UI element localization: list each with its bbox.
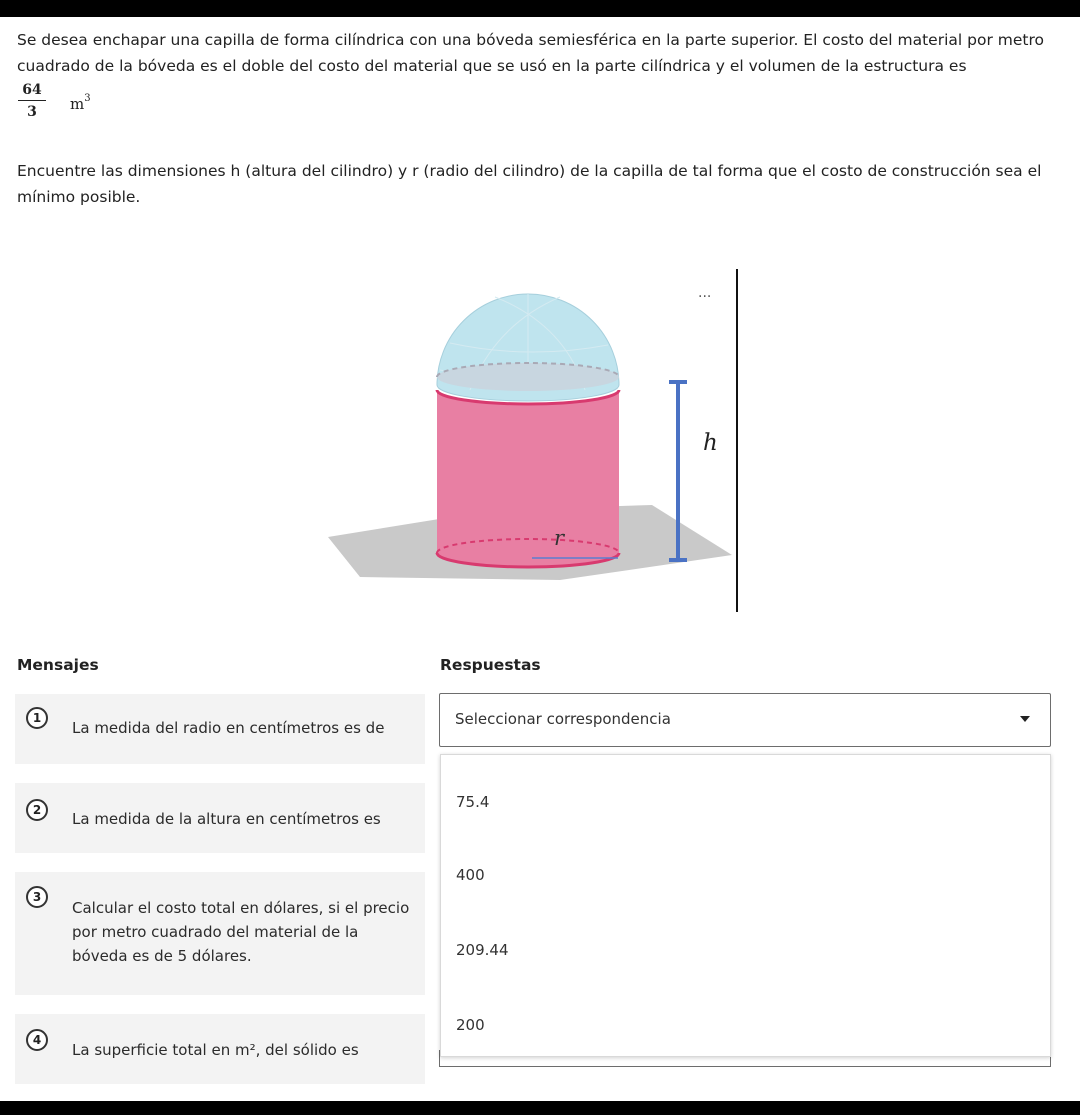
volume-unit (70, 95, 91, 113)
answers-title: Respuestas (440, 656, 541, 674)
number-badge: 1 (26, 707, 48, 729)
cylinder-body (437, 390, 619, 567)
volume-denominator: 3 (27, 104, 37, 120)
option-label: 400 (456, 866, 485, 884)
option-label: 200 (456, 1016, 485, 1034)
unit-exponent: 3 (84, 93, 91, 104)
message-text: Calcular el costo total en dólares, si el precio por metro cuadrado del material de la bóveda es de 5 dólares. (72, 899, 410, 965)
top-bar (0, 0, 1080, 17)
height-label: h (703, 430, 718, 456)
volume-fraction (18, 82, 46, 120)
select-placeholder: Seleccionar correspondencia (455, 710, 671, 728)
chevron-down-icon[interactable] (1020, 716, 1030, 722)
chapel-diagram (320, 265, 750, 615)
chapel-figure (320, 265, 750, 615)
unit-base: m (70, 95, 85, 113)
answer-select[interactable] (439, 693, 1051, 747)
message-card (15, 872, 425, 995)
option-label: 209.44 (456, 941, 509, 959)
message-card (15, 783, 425, 853)
bottom-bar (0, 1101, 1080, 1115)
options-dropdown (440, 754, 1051, 1057)
radius-label: r (554, 526, 565, 550)
message-card (15, 1014, 425, 1084)
number-badge: 3 (26, 886, 48, 908)
message-text: La superficie total en m², del sólido es (72, 1041, 359, 1059)
volume-numerator: 64 (22, 82, 42, 98)
problem-question: Encuentre las dimensiones h (altura del cilindro) y r (radio del cilindro) de la capilla de tal forma que el costo de construcción sea el mínimo posible. (17, 162, 1042, 206)
message-text: La medida de la altura en centímetros es (72, 810, 381, 828)
messages-title: Mensajes (17, 656, 99, 674)
option-label: 75.4 (456, 793, 490, 811)
number-badge: 4 (26, 1029, 48, 1051)
fraction-bar (18, 100, 46, 101)
more-menu-icon[interactable]: ... (698, 285, 712, 301)
option-item[interactable] (441, 915, 1050, 985)
problem-statement: Se desea enchapar una capilla de forma cilíndrica con una bóveda semiesférica en la parte superior. El costo del material por metro cuadrado de la bóveda es el doble del costo del material que se usó en la parte cilíndrica y el volumen de la estructura es (17, 31, 1044, 75)
message-text: La medida del radio en centímetros es de (72, 719, 385, 737)
option-item[interactable] (441, 990, 1050, 1060)
message-card (15, 694, 425, 764)
option-item[interactable] (441, 840, 1050, 910)
number-badge: 2 (26, 799, 48, 821)
option-item[interactable] (441, 767, 1050, 837)
